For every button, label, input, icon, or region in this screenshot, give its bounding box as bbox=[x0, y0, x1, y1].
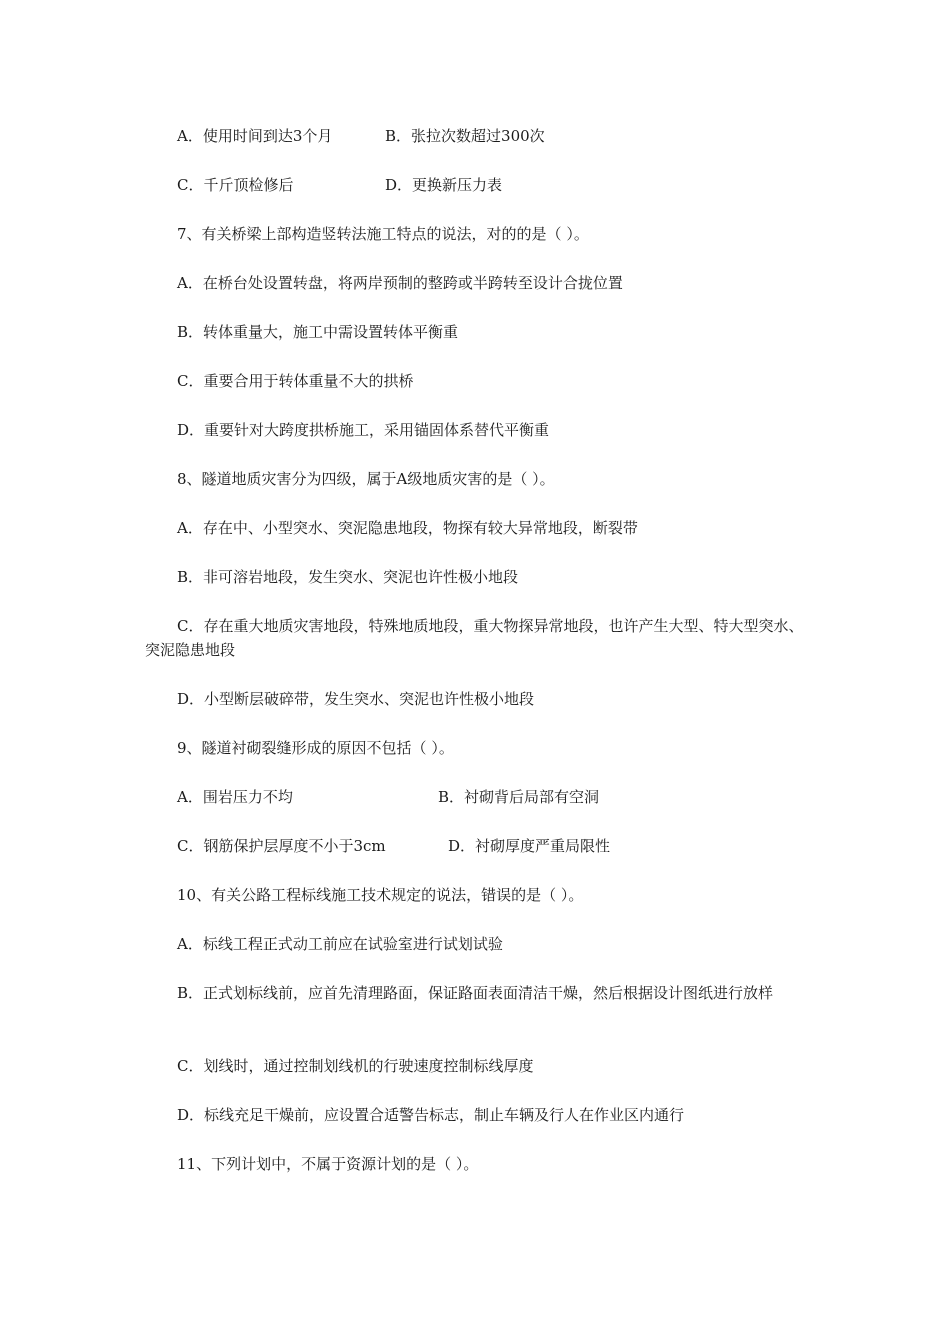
q6-option-a: A．使用时间到达3个月 bbox=[177, 127, 333, 145]
q7-option-a: A．在桥台处设置转盘，将两岸预制的整跨或半跨转至设计合拢位置 bbox=[177, 274, 623, 292]
q8-stem: 8、隧道地质灾害分为四级，属于A级地质灾害的是（ ）。 bbox=[177, 470, 555, 488]
q7-option-b: B．转体重量大，施工中需设置转体平衡重 bbox=[177, 323, 459, 341]
q8-option-d: D．小型断层破碎带，发生突水、突泥也许性极小地段 bbox=[177, 690, 535, 708]
q9-options-cd bbox=[177, 834, 611, 858]
q7-stem: 7、有关桥梁上部构造竖转法施工特点的说法，对的的是（ ）。 bbox=[177, 225, 589, 243]
q10-option-c: C．划线时，通过控制划线机的行驶速度控制标线厚度 bbox=[177, 1057, 534, 1075]
q8-option-a: A．存在中、小型突水、突泥隐患地段，物探有较大异常地段，断裂带 bbox=[177, 519, 638, 537]
q6-options-cd bbox=[177, 173, 503, 197]
q9-stem: 9、隧道衬砌裂缝形成的原因不包括（ ）。 bbox=[177, 739, 454, 757]
q10-option-a: A．标线工程正式动工前应在试验室进行试划试验 bbox=[177, 935, 503, 953]
q9-option-b: B．衬砌背后局部有空洞 bbox=[438, 788, 600, 806]
q10-option-b: B．正式划标线前，应首先清理路面，保证路面表面清洁干燥，然后根据设计图纸进行放样 bbox=[177, 984, 774, 1002]
q8-option-b: B．非可溶岩地段，发生突水、突泥也许性极小地段 bbox=[177, 568, 519, 586]
q9-option-d: D．衬砌厚度严重局限性 bbox=[448, 837, 611, 855]
q11-stem: 11、下列计划中，不属于资源计划的是（ ）。 bbox=[177, 1155, 479, 1173]
q9-options-ab bbox=[177, 785, 600, 809]
q10-stem: 10、有关公路工程标线施工技术规定的说法，错误的是（ ）。 bbox=[177, 886, 584, 904]
q6-option-b: B．张拉次数超过300次 bbox=[385, 127, 545, 145]
q8-option-c: C．存在重大地质灾害地段，特殊地质地段，重大物探异常地段，也许产生大型、特大型突水、突泥隐患地段 bbox=[145, 617, 804, 659]
q10-option-d: D．标线充足干燥前，应设置合适警告标志，制止车辆及行人在作业区内通行 bbox=[177, 1106, 685, 1124]
q9-option-c: C．钢筋保护层厚度不小于3cm bbox=[177, 837, 386, 855]
q6-options-ab bbox=[177, 124, 545, 148]
q6-option-d: D．更换新压力表 bbox=[385, 176, 503, 194]
q9-option-a: A．围岩压力不均 bbox=[177, 788, 293, 806]
q6-option-c: C．千斤顶检修后 bbox=[177, 176, 294, 194]
q7-option-c: C．重要合用于转体重量不大的拱桥 bbox=[177, 372, 414, 390]
q7-option-d: D．重要针对大跨度拱桥施工，采用锚固体系替代平衡重 bbox=[177, 421, 550, 439]
